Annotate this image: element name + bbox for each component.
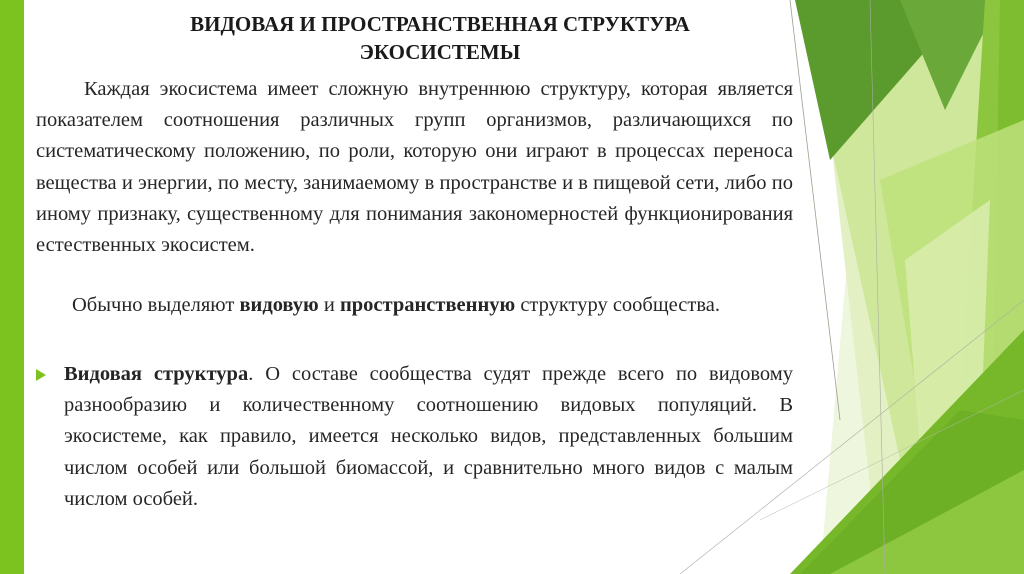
paragraph2-after: структуру сообщества. [515,294,720,316]
paragraph2-middle: и [318,294,340,316]
title-line-1: ВИДОВАЯ И ПРОСТРАНСТВЕННАЯ СТРУКТУРА [190,12,690,36]
slide-title [60,10,820,66]
paragraph-structure-types [36,290,793,321]
paragraph2-before: Обычно выделяют [72,294,240,316]
paragraph2-bold-species: видовую [239,294,319,316]
bullet-arrow-icon [36,369,46,381]
bullet-text [64,359,793,515]
paragraph2-bold-spatial: пространственную [339,294,516,316]
bullet-species-structure [36,359,793,515]
bullet-body: . О составе сообщества судят прежде всего по видовому разнообразию и количественному соотношению видовых популяций. В экосистеме, как правило, имеется несколько видов, представленных большим числом особей или большой биомассой, и сравнительно много видов с малым числом особей. [64,363,793,510]
title-line-2: ЭКОСИСТЕМЫ [359,40,521,64]
bullet-bold-heading: Видовая структура [64,363,249,385]
paragraph-ecosystem-structure: Каждая экосистема имеет сложную внутреннюю структуру, которая является показателем соотношения различных групп организмов, различающихся по систематическому положению, по роли, которую они играют в процессах переноса вещества и энергии, по месту, занимаемому в пространстве и в пищевой сети, либо по иному признаку, существенному для понимания закономерностей функционирования естественных экосистем. [36,78,793,257]
